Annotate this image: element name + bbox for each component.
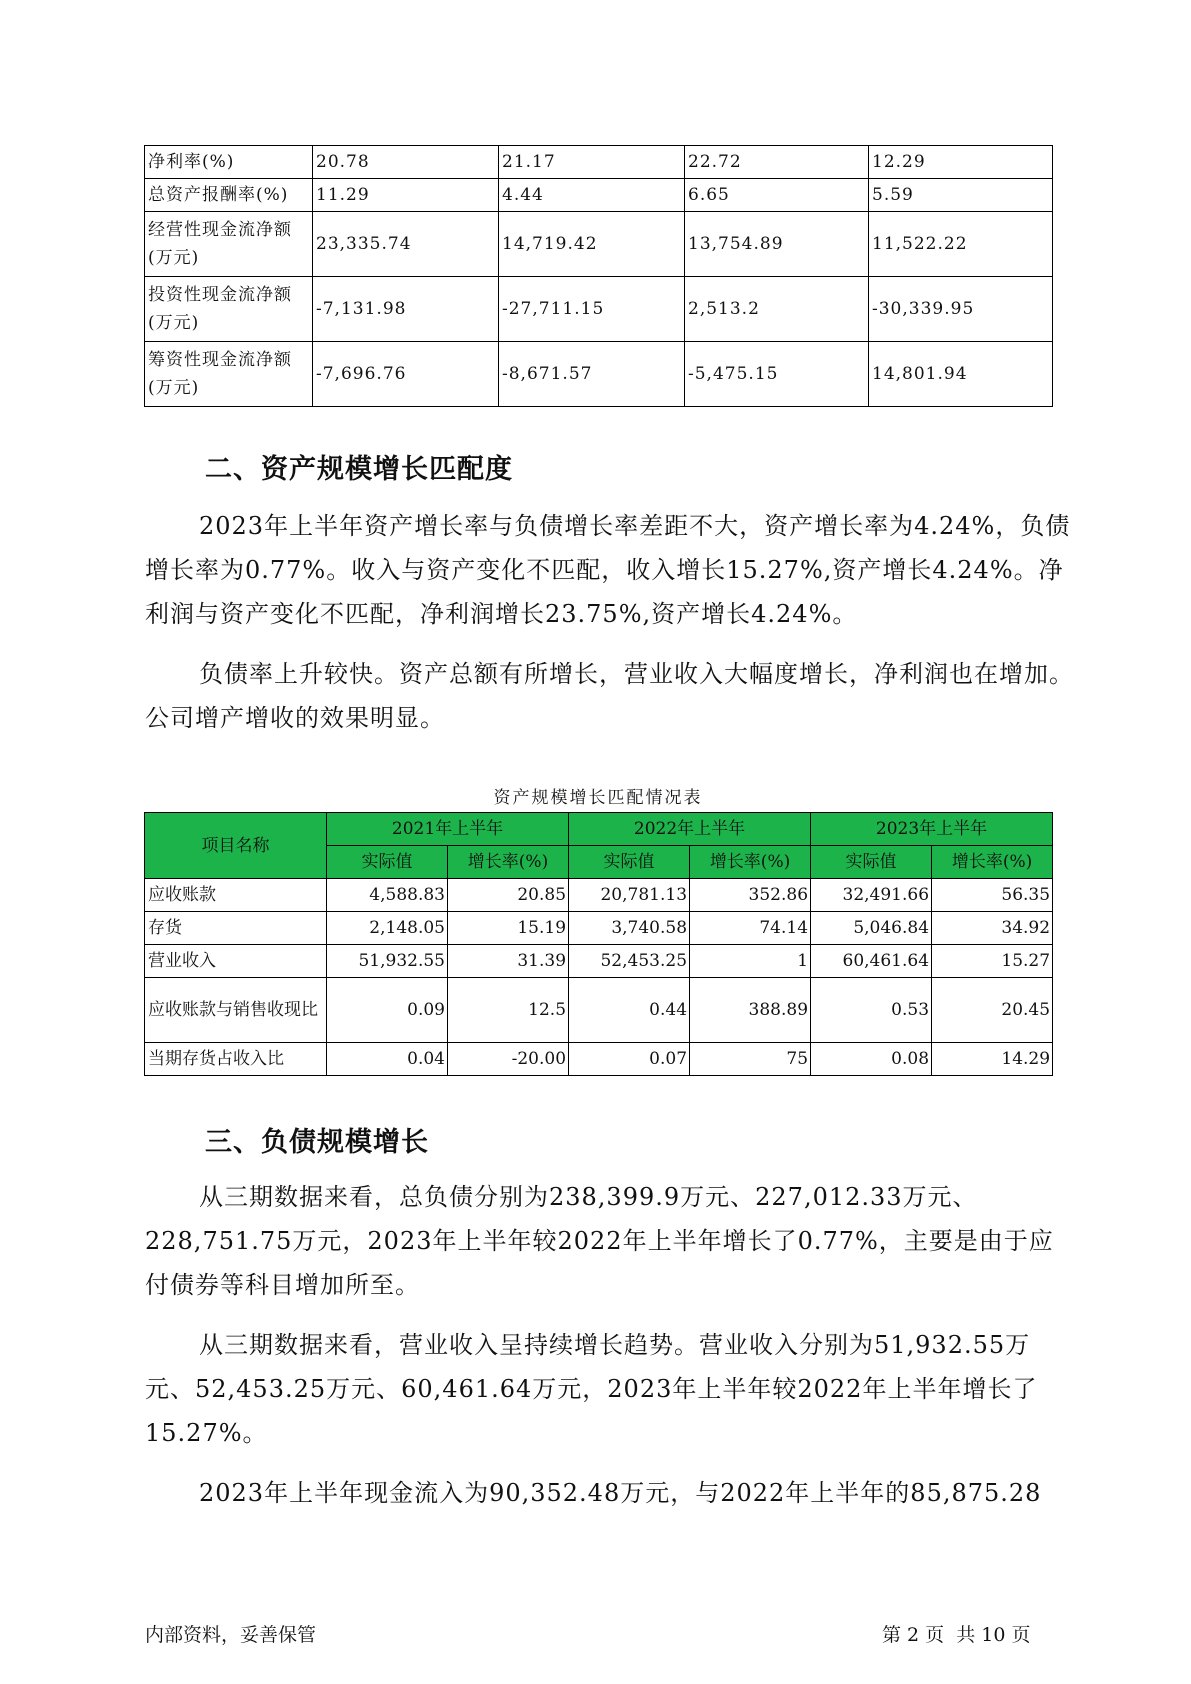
row-label: 当期存货占收入比	[145, 1043, 327, 1076]
table-row	[145, 978, 1053, 1043]
table-row	[145, 179, 1053, 212]
footer-page-number: 第 2 页 共 10 页	[882, 1624, 1031, 1646]
table-cell: 74.14	[690, 912, 811, 945]
section-heading-debt-growth: 三、负债规模增长	[205, 1127, 429, 1158]
financial-metrics-table	[144, 145, 1053, 407]
table-cell: 20.45	[932, 978, 1053, 1043]
table-cell: 12.29	[869, 146, 1053, 179]
row-label: 营业收入	[145, 945, 327, 978]
table-cell: 21.17	[499, 146, 685, 179]
paragraph: 2023年上半年现金流入为90,352.48万元，与2022年上半年的85,875.28	[199, 1479, 1042, 1507]
table-cell: 75	[690, 1043, 811, 1076]
table-row	[145, 212, 1053, 277]
table-cell: -30,339.95	[869, 277, 1053, 342]
section-body-debt-growth	[145, 1175, 1075, 1515]
footer-confidential-note: 内部资料，妥善保管	[145, 1624, 317, 1646]
table-cell: 0.09	[327, 978, 448, 1043]
table-row	[145, 146, 1053, 179]
paragraph: 负债率上升较快。资产总额有所增长，营业收入大幅度增长，净利润也在增加。公司增产增收的效果明显。	[145, 660, 1074, 732]
table-cell: 20.85	[448, 879, 569, 912]
table-cell: -7,131.98	[313, 277, 499, 342]
table-cell: 5.59	[869, 179, 1053, 212]
section-heading-asset-growth: 二、资产规模增长匹配度	[205, 454, 513, 485]
table-cell: 1	[690, 945, 811, 978]
table-cell: 388.89	[690, 978, 811, 1043]
table-cell: 6.65	[685, 179, 869, 212]
column-header: 实际值	[569, 846, 690, 879]
table-cell: 3,740.58	[569, 912, 690, 945]
table-cell: 23,335.74	[313, 212, 499, 277]
table-cell: 31.39	[448, 945, 569, 978]
table-cell: 5,046.84	[811, 912, 932, 945]
table-row	[145, 277, 1053, 342]
table-cell: 20.78	[313, 146, 499, 179]
paragraph: 从三期数据来看，总负债分别为238,399.9万元、227,012.33万元、228,751.75万元，2023年上半年较2022年上半年增长了0.77%，主要是由于应付债券等科目增加所至。	[145, 1183, 1054, 1299]
column-header: 增长率(%)	[690, 846, 811, 879]
table-cell: 15.19	[448, 912, 569, 945]
table-cell: -7,696.76	[313, 342, 499, 407]
table-cell: 11,522.22	[869, 212, 1053, 277]
table-cell: -20.00	[448, 1043, 569, 1076]
table-cell: 13,754.89	[685, 212, 869, 277]
section-body-asset-growth	[145, 504, 1075, 740]
column-header: 实际值	[811, 846, 932, 879]
table-cell: 4,588.83	[327, 879, 448, 912]
table-row	[145, 945, 1053, 978]
table-cell: 32,491.66	[811, 879, 932, 912]
row-label: 存货	[145, 912, 327, 945]
row-label: 应收账款	[145, 879, 327, 912]
column-header: 实际值	[327, 846, 448, 879]
table-cell: 0.53	[811, 978, 932, 1043]
table-cell: 352.86	[690, 879, 811, 912]
table-cell: 12.5	[448, 978, 569, 1043]
paragraph: 2023年上半年资产增长率与负债增长率差距不大，资产增长率为4.24%，负债增长率为0.77%。收入与资产变化不匹配，收入增长15.27%,资产增长4.24%。净利润与资产变化不匹配，净利润增长23.75%,资产增长4.24%。	[145, 512, 1071, 628]
table-cell: 2,513.2	[685, 277, 869, 342]
row-label: 经营性现金流净额(万元)	[145, 212, 313, 277]
row-label: 总资产报酬率(%)	[145, 179, 313, 212]
period-header: 2022年上半年	[569, 813, 811, 846]
table-cell: 0.44	[569, 978, 690, 1043]
period-header: 2021年上半年	[327, 813, 569, 846]
column-header: 项目名称	[145, 813, 327, 879]
table-cell: 11.29	[313, 179, 499, 212]
table-cell: 0.08	[811, 1043, 932, 1076]
table-caption: 资产规模增长匹配情况表	[493, 788, 703, 808]
row-label: 应收账款与销售收现比	[145, 978, 327, 1043]
table-cell: 14.29	[932, 1043, 1053, 1076]
table-cell: 0.04	[327, 1043, 448, 1076]
table-header-row	[145, 813, 1053, 846]
table-cell: 22.72	[685, 146, 869, 179]
row-label: 筹资性现金流净额(万元)	[145, 342, 313, 407]
table-cell: -27,711.15	[499, 277, 685, 342]
table-cell: 34.92	[932, 912, 1053, 945]
table-row	[145, 879, 1053, 912]
table-cell: -5,475.15	[685, 342, 869, 407]
row-label: 投资性现金流净额(万元)	[145, 277, 313, 342]
table-cell: 56.35	[932, 879, 1053, 912]
table-cell: 2,148.05	[327, 912, 448, 945]
asset-growth-match-table	[144, 812, 1053, 1076]
table-cell: 0.07	[569, 1043, 690, 1076]
table-cell: -8,671.57	[499, 342, 685, 407]
column-header: 增长率(%)	[932, 846, 1053, 879]
table-cell: 15.27	[932, 945, 1053, 978]
column-header: 增长率(%)	[448, 846, 569, 879]
table-cell: 4.44	[499, 179, 685, 212]
table-cell: 20,781.13	[569, 879, 690, 912]
period-header: 2023年上半年	[811, 813, 1053, 846]
table-row	[145, 342, 1053, 407]
row-label: 净利率(%)	[145, 146, 313, 179]
table-row	[145, 1043, 1053, 1076]
table-row	[145, 912, 1053, 945]
table-cell: 52,453.25	[569, 945, 690, 978]
table-cell: 60,461.64	[811, 945, 932, 978]
table-cell: 14,719.42	[499, 212, 685, 277]
table-cell: 51,932.55	[327, 945, 448, 978]
table-cell: 14,801.94	[869, 342, 1053, 407]
paragraph: 从三期数据来看，营业收入呈持续增长趋势。营业收入分别为51,932.55万元、52,453.25万元、60,461.64万元，2023年上半年较2022年上半年增长了15.27%。	[145, 1331, 1038, 1447]
